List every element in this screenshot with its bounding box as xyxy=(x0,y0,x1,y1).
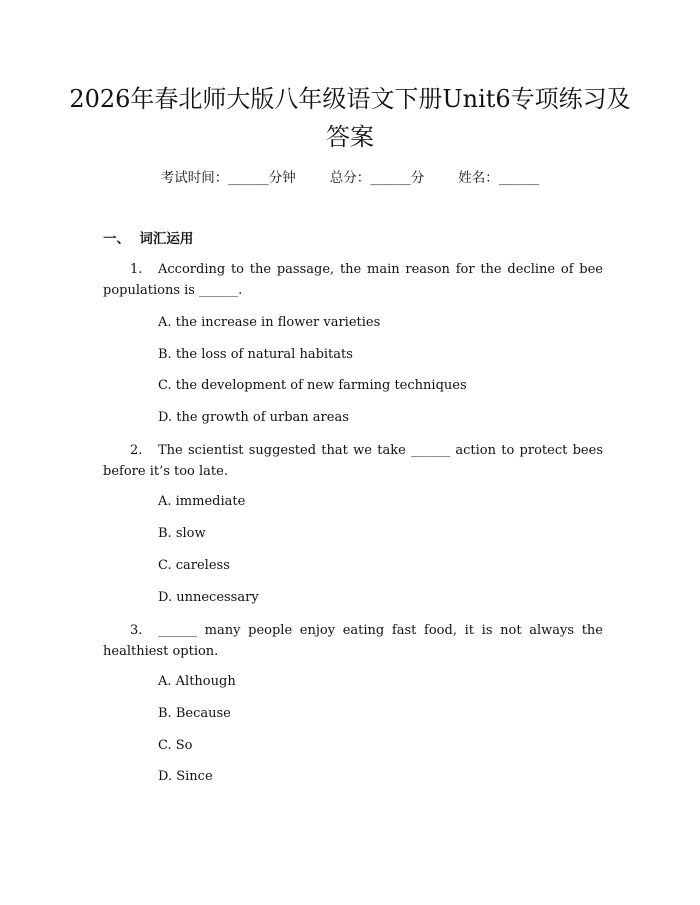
section-heading: 一、 词汇运用 xyxy=(103,231,194,247)
student-name-label: 姓名：______ xyxy=(458,170,540,186)
exam-time-label: 考试时间：______分钟 xyxy=(160,170,296,186)
exam-info-line xyxy=(0,168,700,188)
option-3a: A. Although xyxy=(158,674,236,689)
question-number: 3. xyxy=(130,623,143,638)
option-3c: C. So xyxy=(158,738,193,753)
question-text: According to the passage, the main reason for the decline of bee populations is ______. xyxy=(103,262,603,298)
option-2c: C. careless xyxy=(158,558,230,573)
option-3b: B. Because xyxy=(158,706,231,721)
question-3 xyxy=(103,620,603,662)
option-1b: B. the loss of natural habitats xyxy=(158,347,353,362)
total-score-label: 总分：______分 xyxy=(329,170,425,186)
option-2d: D. unnecessary xyxy=(158,590,259,605)
question-text: ______ many people enjoy eating fast food, it is not always the healthiest option. xyxy=(103,623,603,659)
option-1a: A. the increase in flower varieties xyxy=(158,315,381,330)
option-3d: D. Since xyxy=(158,769,213,784)
question-2 xyxy=(103,440,603,482)
question-1 xyxy=(103,259,603,301)
option-1c: C. the development of new farming techniques xyxy=(158,378,467,393)
option-2a: A. immediate xyxy=(158,494,246,509)
question-text: The scientist suggested that we take ______ action to protect bees before it’s too late. xyxy=(103,443,603,479)
question-number: 1. xyxy=(130,262,143,277)
document-title: 2026年春北师大版八年级语文下册Unit6专项练习及答案 xyxy=(69,85,631,151)
option-2b: B. slow xyxy=(158,526,206,541)
question-number: 2. xyxy=(130,443,143,458)
option-1d: D. the growth of urban areas xyxy=(158,410,349,425)
